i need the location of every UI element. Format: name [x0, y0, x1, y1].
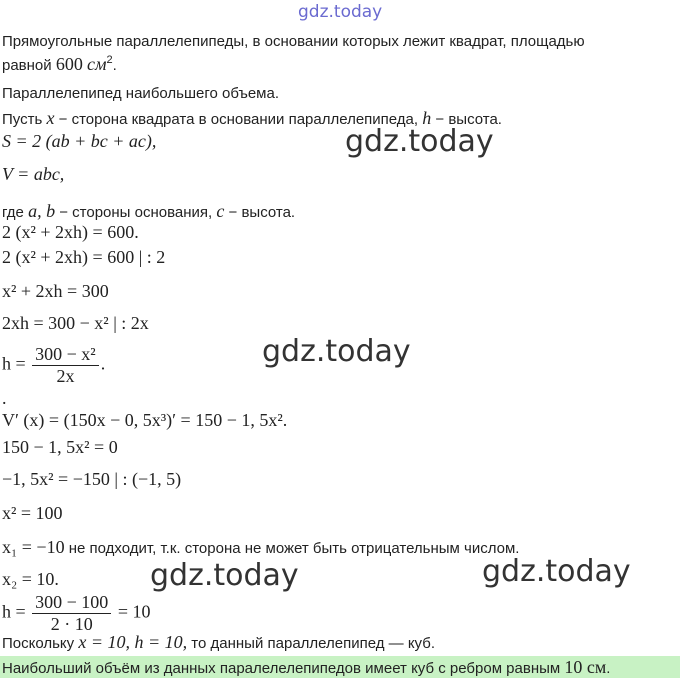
equation-derivative: V′ (x) = (150x − 0, 5x³)′ = 150 − 1, 5x². [2, 410, 288, 430]
formula-surface-area: S = 2 (ab + bc + ac), [2, 131, 157, 151]
math-exponent: 2 [106, 54, 113, 66]
fraction [32, 344, 99, 387]
text: Поскольку [2, 635, 79, 652]
watermark: gdz.today [150, 558, 299, 593]
conclusion-cube [2, 632, 435, 653]
equation: 2xh = 300 − x² | : 2x [2, 313, 149, 333]
text: − высота. [431, 111, 502, 128]
math: h = [2, 353, 31, 374]
watermark: gdz.today [345, 124, 494, 159]
fraction [32, 592, 111, 635]
answer-highlight [0, 656, 680, 678]
equation: x² + 2xh = 300 [2, 281, 109, 301]
equation: x² = 100 [2, 503, 63, 523]
math: = 10 [113, 601, 151, 622]
where-statement [2, 201, 295, 222]
text: − высота. [224, 204, 296, 221]
dot: . [2, 388, 7, 408]
root-rejection [2, 537, 519, 558]
math: x = 10, h = 10, [78, 632, 188, 652]
problem-statement-line-2 [2, 54, 117, 75]
watermark: gdz.today [482, 554, 631, 589]
math: c [216, 201, 225, 221]
text: где [2, 204, 29, 221]
watermark: gdz.today [262, 334, 411, 369]
fraction-denominator: 2x [56, 366, 75, 386]
math: h [422, 108, 432, 128]
math: x₁ = −10 [2, 537, 65, 557]
watermark-top: gdz.today [298, 2, 383, 22]
equation: 150 − 1, 5x² = 0 [2, 437, 118, 457]
text: равной [2, 57, 56, 74]
let-statement [2, 108, 502, 129]
math: h = [2, 601, 31, 622]
problem-statement-line-1: Прямоугольные параллелепипеды, в основании которых лежит квадрат, площадью [2, 33, 585, 50]
formula-volume: V = abc, [2, 164, 65, 184]
text: то данный параллелепипед — куб. [187, 635, 435, 652]
math: см [87, 54, 107, 74]
equation: 2 (x² + 2xh) = 600 | : 2 [2, 247, 166, 267]
equation-h-value [2, 592, 150, 635]
equation: x₂ = 10. [2, 569, 59, 589]
math: x [46, 108, 55, 128]
text: − стороны основания, [55, 204, 217, 221]
math: 10 см [564, 657, 607, 677]
text: . [606, 660, 611, 677]
text: Наибольший объём из данных паралелелепипедов имеет куб с ребром равным [2, 660, 565, 677]
text: не подходит, т.к. сторона не может быть отрицательным числом. [64, 540, 520, 557]
text: Пусть [2, 111, 47, 128]
equation-h-fraction [2, 344, 105, 387]
text: − сторона квадрата в основании параллелепипеда, [54, 111, 423, 128]
math: . [100, 353, 106, 374]
fraction-numerator: 300 − x² [32, 344, 99, 366]
problem-question: Параллелепипед наибольшего объема. [2, 85, 279, 102]
fraction-denominator: 2 · 10 [50, 614, 93, 634]
math: a, b [28, 201, 56, 221]
text: . [112, 57, 117, 74]
math: 600 [55, 54, 83, 74]
fraction-numerator: 300 − 100 [32, 592, 111, 614]
equation: −1, 5x² = −150 | : (−1, 5) [2, 469, 182, 489]
equation: 2 (x² + 2xh) = 600. [2, 222, 139, 242]
